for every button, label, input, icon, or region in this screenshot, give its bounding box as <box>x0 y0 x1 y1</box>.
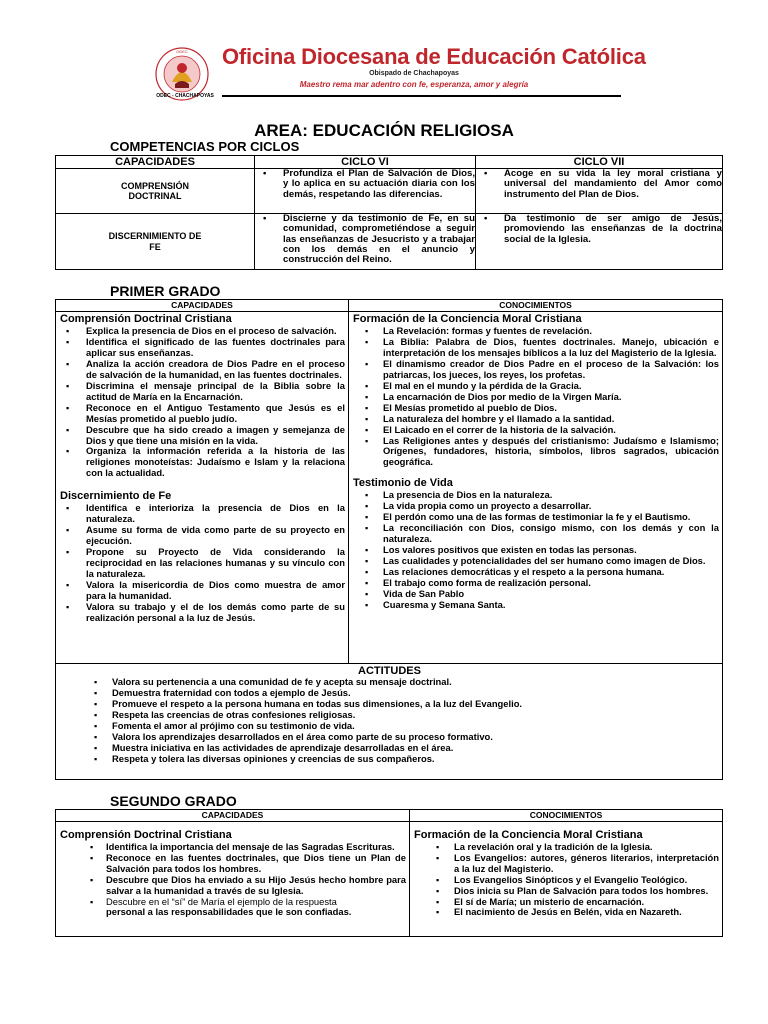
segundo-grado-table <box>55 809 723 937</box>
header-ciclo-vii: CICLO VII <box>476 156 723 169</box>
list-item: ▪ Valora su pertenencia a una comunidad de fe y acepta su mensaje doctrinal. <box>60 677 719 688</box>
list-item: ▪ La naturaleza del hombre y el llamado a la santidad. <box>353 414 719 425</box>
list <box>60 326 345 479</box>
primer-grado-table <box>55 299 723 780</box>
header-capacidades: CAPACIDADES <box>56 300 349 312</box>
list <box>414 842 719 918</box>
list <box>60 842 406 918</box>
list-item: ▪ Valora la misericordia de Dios como muestra de amor para la humanidad. <box>60 580 345 602</box>
list-item: • Discierne y da testimonio de Fe, en su comunidad, comprometiéndose a seguir las enseñanzas de Jesucristo y a trabajar con los demás en el anuncio y construcción del Reino. <box>255 214 475 265</box>
header-ciclo-vi: CICLO VI <box>255 156 476 169</box>
list-item: • Acoge en su vida la ley moral cristiana y universal del mandamiento del Amor como instrumento del Plan de Dios. <box>476 169 722 200</box>
list-item: ▪ Identifica e interioriza la presencia de Dios en la naturaleza. <box>60 503 345 525</box>
section-heading: Formación de la Conciencia Moral Cristiana <box>414 829 643 841</box>
section-heading: Comprensión Doctrinal Cristiana <box>60 313 232 325</box>
list-item: ▪ Organiza la información referida a la historia de las religiones monoteístas: Judaísmo e Islam y la relaciona con la actualidad. <box>60 446 345 479</box>
list-item <box>60 897 406 919</box>
segundo-grado-title: SEGUNDO GRADO <box>110 793 237 809</box>
section-heading: Discernimiento de Fe <box>60 490 172 503</box>
primer-grado-title: PRIMER GRADO <box>110 283 221 299</box>
list-item-text: Descubre en el “sí” de María el ejemplo de la respuesta <box>106 895 337 907</box>
ciclo-vii-cell <box>476 169 723 214</box>
list-item: • Profundiza el Plan de Salvación de Dios, y lo aplica en su actuación diaria con los demás, respetando las diferencias. <box>255 169 475 200</box>
section-heading: Comprensión Doctrinal Cristiana <box>60 829 232 841</box>
list-item: ▪ La encarnación de Dios por medio de la Virgen María. <box>353 392 719 403</box>
list-item: ▪ Las relaciones democráticas y el respeto a la persona humana. <box>353 567 719 578</box>
list-item: ▪ La Biblia: Palabra de Dios, fuentes doctrinales. Manejo, ubicación e interpretación de los mensajes bíblicos a la luz del Magisterio de la Iglesia. <box>353 337 719 359</box>
area-title: AREA: EDUCACIÓN RELIGIOSA <box>254 121 514 140</box>
svg-text:ODEC: ODEC <box>176 49 188 54</box>
list-item: ▪ Descubre que Dios ha enviado a su Hijo Jesús hecho hombre para salvar a la humanidad a través de su Iglesia. <box>60 875 406 897</box>
list-item: ▪ La vida propia como un proyecto a desarrollar. <box>353 501 719 512</box>
competencias-title: COMPETENCIAS POR CICLOS <box>110 139 300 154</box>
logo-caption: ODEC - CHACHAPOYAS <box>156 93 214 99</box>
list <box>60 503 345 623</box>
list-item: ▪ Respeta las creencias de otras confesiones religiosas. <box>60 710 719 721</box>
list <box>353 490 719 610</box>
ciclo-vi-cell <box>255 169 476 214</box>
list-item: ▪ Descubre que ha sido creado a imagen y semejanza de Dios y que tiene una misión en la vida. <box>60 425 345 447</box>
list-item: ▪ Reconoce en las fuentes doctrinales, que Dios tiene un Plan de Salvación para todos los hombres. <box>60 853 406 875</box>
list-item: ▪ Fomenta el amor al prójimo con su testimonio de vida. <box>60 721 719 732</box>
list-item: ▪ Los Evangelios: autores, géneros literarios, interpretación a la luz del Magisterio. <box>414 853 719 875</box>
list-item: ▪ Los Evangelios Sinópticos y el Evangelio Teológico. <box>414 875 719 886</box>
list-item: ▪ El nacimiento de Jesús en Belén, vida en Nazareth. <box>414 907 719 918</box>
conocimientos-cell <box>349 312 723 664</box>
list-item: ▪ Discrimina el mensaje principal de la Biblia sobre la actitud de María en la Encarnación. <box>60 381 345 403</box>
list-item: ▪ El Laicado en el correr de la historia de la salvación. <box>353 425 719 436</box>
org-subtitle: Obispado de Chachapoyas <box>369 70 459 77</box>
header-conocimientos: CONOCIMIENTOS <box>410 810 723 822</box>
list-item: ▪ Identifica la importancia del mensaje de las Sagradas Escrituras. <box>60 842 406 853</box>
list-item: ▪ Promueve el respeto a la persona humana en todas sus dimensiones, a la luz del Evangelio. <box>60 699 719 710</box>
section-heading: Formación de la Conciencia Moral Cristiana <box>353 313 582 325</box>
list-item: ▪ El mal en el mundo y la pérdida de la Gracia. <box>353 381 719 392</box>
section-heading: Testimonio de Vida <box>353 477 453 490</box>
list-item: ▪ Respeta y tolera las diversas opiniones y creencias de sus compañeros. <box>60 754 719 765</box>
list-item: ▪ El Mesías prometido al pueblo de Dios. <box>353 403 719 414</box>
ciclo-vi-cell <box>255 214 476 270</box>
list-item: ▪ Los valores positivos que existen en todas las personas. <box>353 545 719 556</box>
list-item: ▪ La revelación oral y la tradición de la Iglesia. <box>414 842 719 853</box>
capacidades-cell <box>56 822 410 937</box>
list-item: ▪ Analiza la acción creadora de Dios Padre en el proceso de salvación de la humanidad, en las fuentes doctrinales. <box>60 359 345 381</box>
list-item: ▪ Identifica el significado de las fuentes doctrinales para aplicar sus enseñanzas. <box>60 337 345 359</box>
list-item: ▪ Las cualidades y potencialidades del ser humano como imagen de Dios. <box>353 556 719 567</box>
list-item: ▪ Muestra iniciativa en las actividades de aprendizaje desarrolladas en el área. <box>60 743 719 754</box>
org-motto: Maestro rema mar adentro con fe, esperanza, amor y alegría <box>299 80 529 89</box>
list-item: ▪ El trabajo como forma de realización personal. <box>353 578 719 589</box>
actitudes-cell <box>56 664 723 780</box>
list-item: ▪ Las Religiones antes y después del cristianismo: Judaísmo e Islamismo; Orígenes, fundadores, historia, símbolos, libros sagrados, ubicación geográfica. <box>353 436 719 469</box>
list-item: • Da testimonio de ser amigo de Jesús, promoviendo las enseñanzas de la doctrina social de la Iglesia. <box>476 214 722 245</box>
header-divider <box>222 95 621 97</box>
capacidad-label: COMPRENSIÓN DOCTRINAL <box>56 169 255 214</box>
header-capacidades: CAPACIDADES <box>56 810 410 822</box>
list-item: ▪ Propone su Proyecto de Vida considerando la reciprocidad en las relaciones humanas y su vínculo con la naturaleza. <box>60 547 345 580</box>
list-item: ▪ Valora su trabajo y el de los demás como parte de su realización personal a la luz de Jesús. <box>60 602 345 624</box>
list-item: ▪ Cuaresma y Semana Santa. <box>353 600 719 611</box>
ciclo-vii-cell <box>476 214 723 270</box>
header-conocimientos: CONOCIMIENTOS <box>349 300 723 312</box>
list-item: ▪ Dios inicia su Plan de Salvación para todos los hombres. <box>414 886 719 897</box>
list-item: ▪ El sí de María; un misterio de encarnación. <box>414 897 719 908</box>
list-item: ▪ Vida de San Pablo <box>353 589 719 600</box>
list-item: ▪ Asume su forma de vida como parte de su proyecto en ejecución. <box>60 525 345 547</box>
list-item: ▪ El dinamismo creador de Dios Padre en el proceso de la Salvación: los patriarcas, los jueces, los reyes, los profetas. <box>353 359 719 381</box>
capacidades-cell <box>56 312 349 664</box>
list-item: ▪ Explica la presencia de Dios en el proceso de salvación. <box>60 326 345 337</box>
list-item-text: personal a las responsabilidades que le son confiadas. <box>106 906 352 918</box>
list-item: ▪ Demuestra fraternidad con todos a ejemplo de Jesús. <box>60 688 719 699</box>
conocimientos-cell <box>410 822 723 937</box>
org-title: Oficina Diocesana de Educación Católica <box>222 44 646 69</box>
list-item: ▪ La Revelación: formas y fuentes de revelación. <box>353 326 719 337</box>
header-capacidades: CAPACIDADES <box>56 156 255 169</box>
competencias-table <box>55 155 723 270</box>
actitudes-title: ACTITUDES <box>358 665 421 677</box>
list-item: ▪ Valora los aprendizajes desarrollados en el área como parte de su proceso formativo. <box>60 732 719 743</box>
capacidad-label: DISCERNIMIENTO DE FE <box>56 214 255 270</box>
list-item: ▪ La reconciliación con Dios, consigo mismo, con los demás y con la naturaleza. <box>353 523 719 545</box>
list <box>353 326 719 468</box>
list-item: ▪ La presencia de Dios en la naturaleza. <box>353 490 719 501</box>
list-item: ▪ El perdón como una de las formas de testimoniar la fe y el Bautismo. <box>353 512 719 523</box>
list-item: ▪ Reconoce en el Antiguo Testamento que Jesús es el Mesías prometido al pueblo judío. <box>60 403 345 425</box>
list <box>60 677 719 765</box>
